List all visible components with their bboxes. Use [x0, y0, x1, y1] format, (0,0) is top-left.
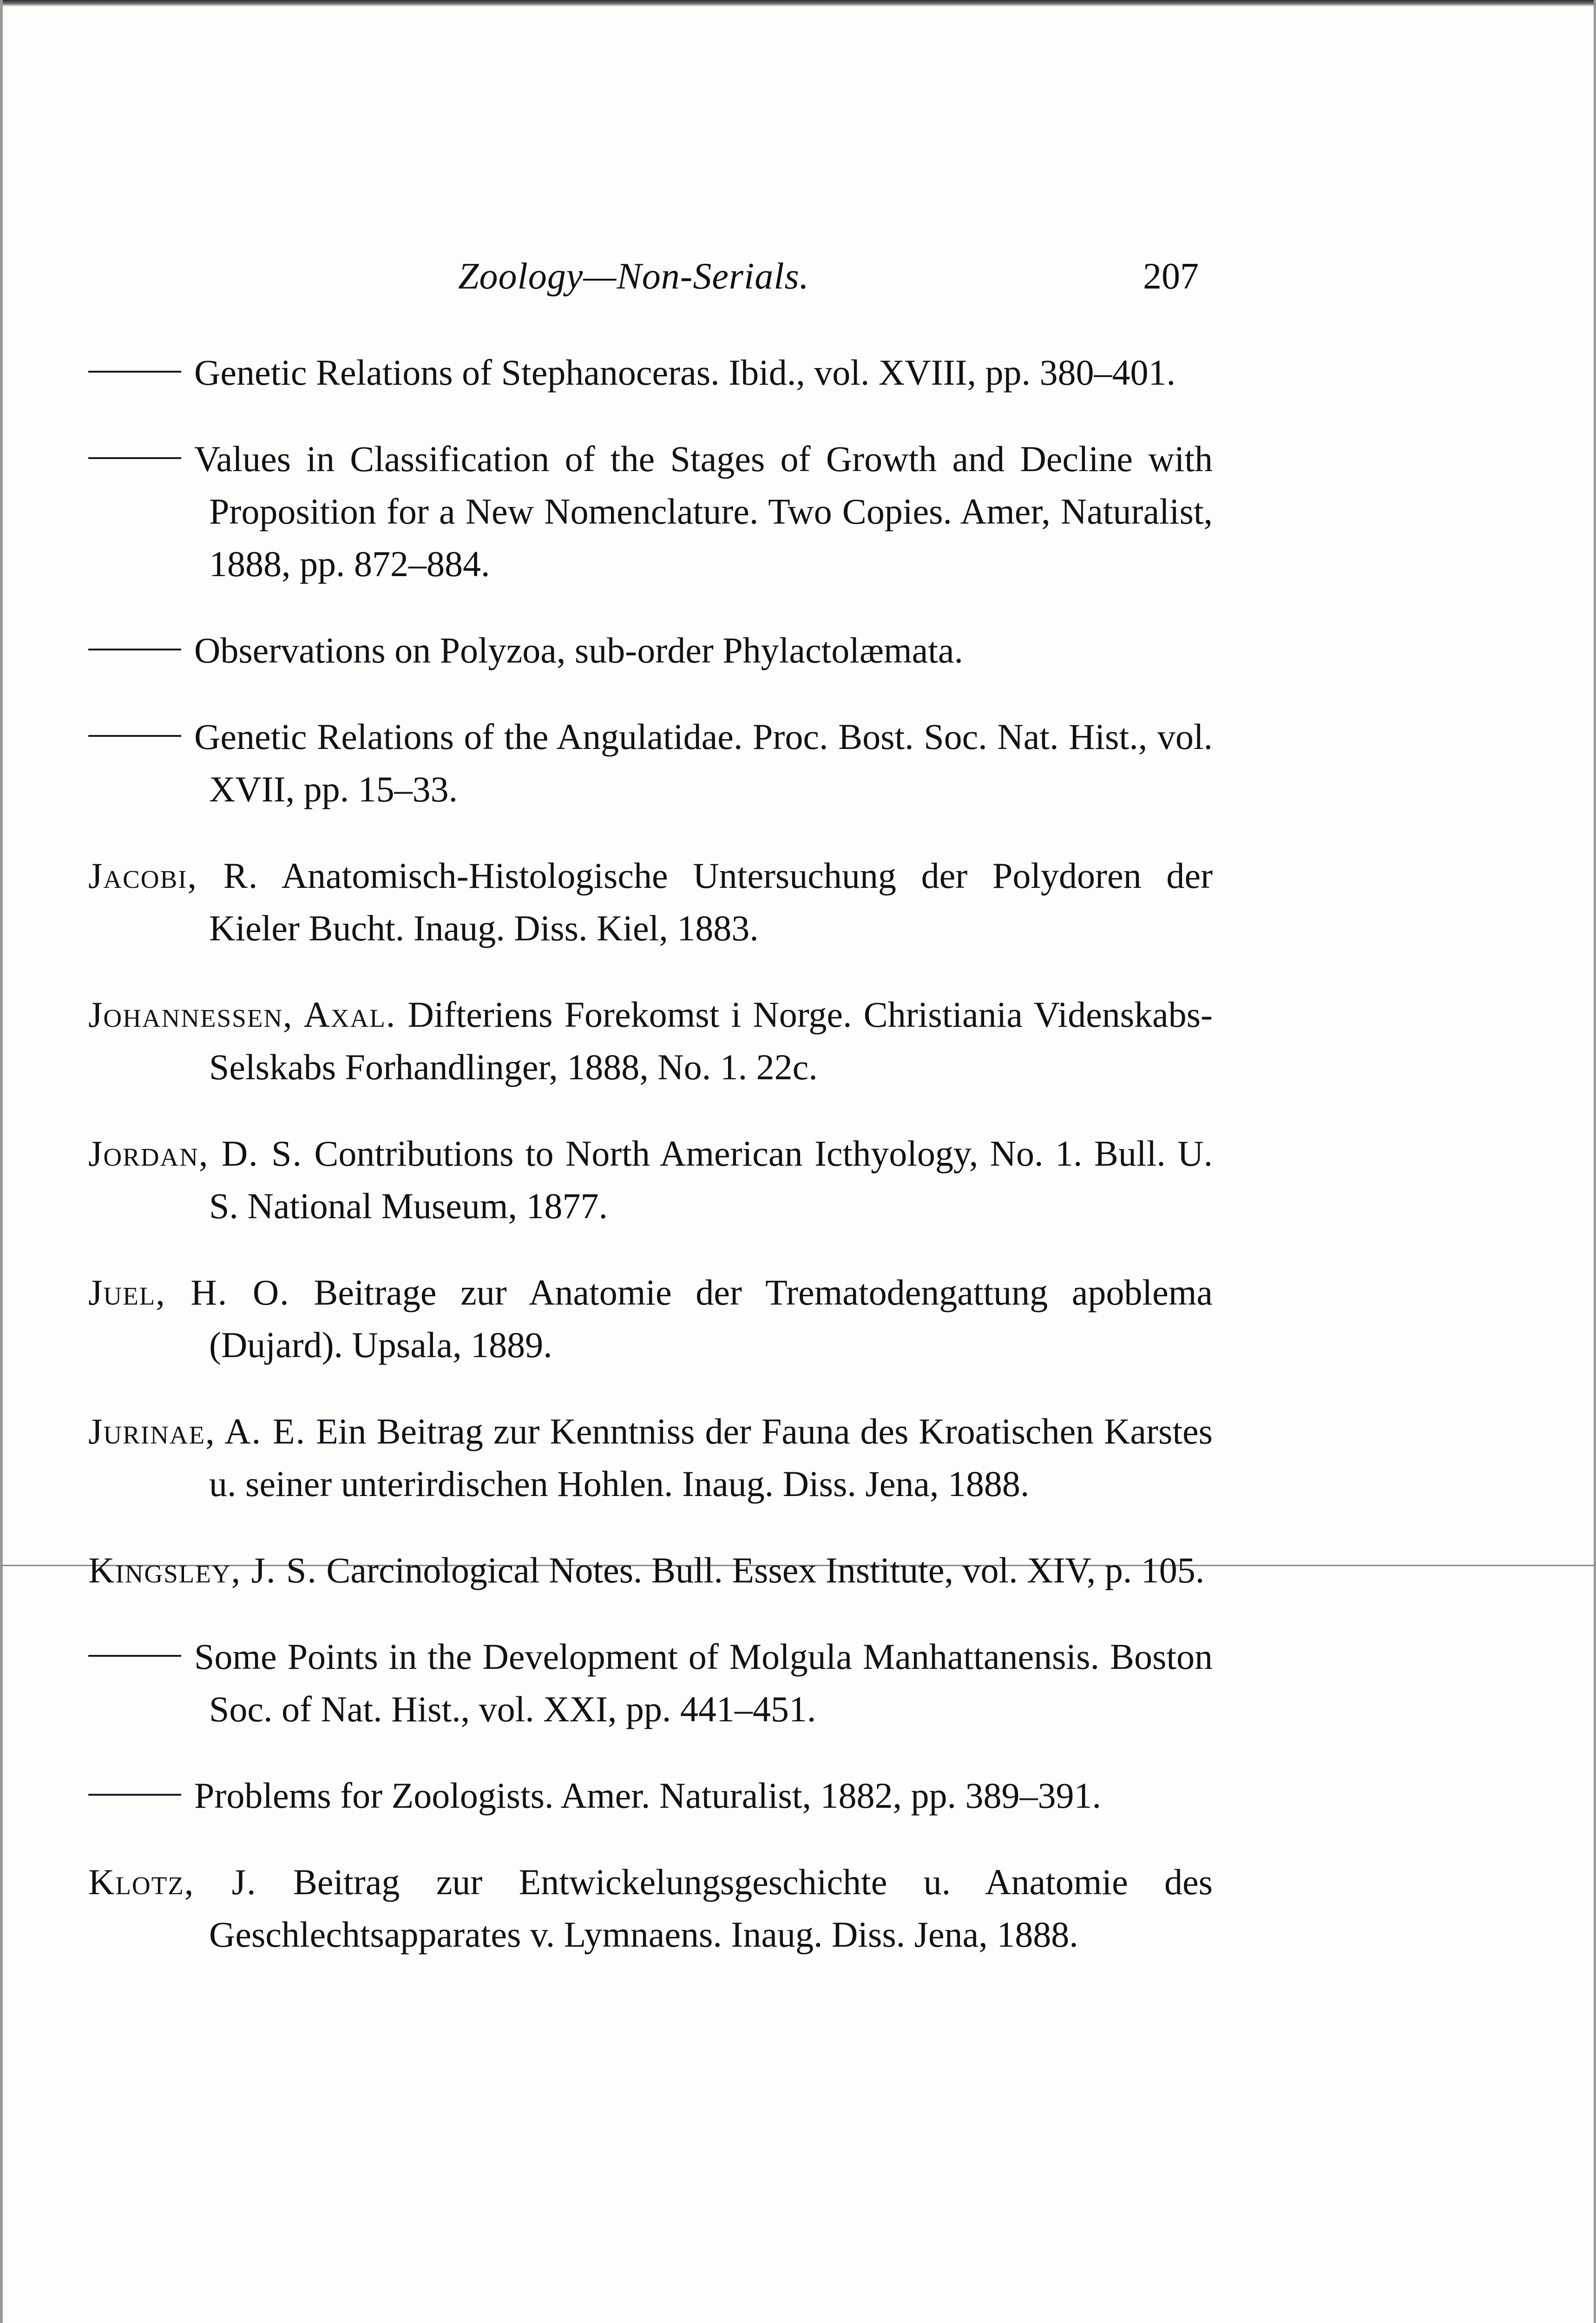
- entry-author: Jordan, D. S.: [88, 1133, 302, 1174]
- bibliography-entry: [88, 1127, 1213, 1232]
- page-number: 207: [1143, 256, 1199, 297]
- bibliography-entry: [88, 1856, 1213, 1961]
- ditto-dash: [88, 457, 181, 459]
- bibliography-entry: [88, 1405, 1213, 1510]
- entry-text: Beitrag zur Entwickelungsgeschichte u. Anatomie des Geschlechtsapparates v. Lymnaens. Inaug. Diss. Jena, 1888.: [209, 1862, 1213, 1955]
- entry-text: Values in Classification of the Stages of Growth and Decline with Proposition for a New Nomenclature. Two Copies. Amer, Naturalist, 1888, pp. 872–884.: [194, 439, 1213, 584]
- bibliography-entry: [88, 624, 1213, 676]
- bibliography-list: [88, 346, 1213, 1995]
- entry-text: Problems for Zoologists. Amer. Naturalist, 1882, pp. 389–391.: [194, 1775, 1102, 1816]
- entry-text: Carcinological Notes. Bull. Essex Institute, vol. XIV, p. 105.: [326, 1550, 1205, 1590]
- entry-text: Contributions to North American Icthyology, No. 1. Bull. U. S. National Museum, 1877.: [209, 1133, 1213, 1226]
- bibliography-entry: [88, 433, 1213, 590]
- entry-text: Genetic Relations of Stephanoceras. Ibid., vol. XVIII, pp. 380–401.: [194, 352, 1176, 393]
- entry-author: Johannessen, Axal.: [88, 994, 396, 1035]
- entry-author: Juel, H. O.: [88, 1272, 290, 1312]
- ditto-dash: [88, 735, 181, 737]
- page-top-edge: [0, 0, 1596, 7]
- bibliography-entry: [88, 1544, 1213, 1596]
- bibliography-entry: [88, 988, 1213, 1093]
- bibliography-entry: [88, 849, 1213, 954]
- ditto-dash: [88, 1794, 181, 1796]
- bibliography-entry: [88, 710, 1213, 815]
- entry-author: Jurinae, A. E.: [88, 1411, 306, 1451]
- entry-text: Genetic Relations of the Angulatidae. Proc. Bost. Soc. Nat. Hist., vol. XVII, pp. 15–33.: [194, 716, 1213, 809]
- bibliography-entry: [88, 346, 1213, 399]
- bibliography-entry: [88, 1266, 1213, 1371]
- entry-author: Klotz, J.: [88, 1862, 257, 1902]
- bibliography-entry: [88, 1769, 1213, 1822]
- entry-text: Anatomisch-Histologische Untersuchung der Polydoren der Kieler Bucht. Inaug. Diss. Kiel, 1883.: [209, 855, 1213, 948]
- running-title: Zoology—Non-Serials.: [458, 256, 809, 297]
- ditto-dash: [88, 1655, 181, 1657]
- page-left-edge: [0, 0, 3, 2323]
- bibliography-entry: [88, 1630, 1213, 1735]
- entry-author: Jacobi, R.: [88, 855, 259, 896]
- page-header: [0, 251, 1596, 302]
- ditto-dash: [88, 371, 181, 373]
- entry-text: Observations on Polyzoa, sub-order Phylactolæmata.: [194, 630, 964, 670]
- entry-text: Difteriens Forekomst i Norge. Christiania Videnskabs-Selskabs Forhandlinger, 1888, No. 1. 22c.: [209, 994, 1213, 1087]
- entry-text: Beitrage zur Anatomie der Trematodengattung apoblema (Dujard). Upsala, 1889.: [209, 1272, 1213, 1365]
- entry-author: Kingsley, J. S.: [88, 1550, 317, 1590]
- page-right-edge: [1594, 0, 1596, 2323]
- entry-text: Ein Beitrag zur Kenntniss der Fauna des Kroatischen Karstes u. seiner unterirdischen Hohlen. Inaug. Diss. Jena, 1888.: [209, 1411, 1213, 1504]
- entry-text: Some Points in the Development of Molgula Manhattanensis. Boston Soc. of Nat. Hist., vol. XXI, pp. 441–451.: [194, 1636, 1213, 1729]
- ditto-dash: [88, 649, 181, 650]
